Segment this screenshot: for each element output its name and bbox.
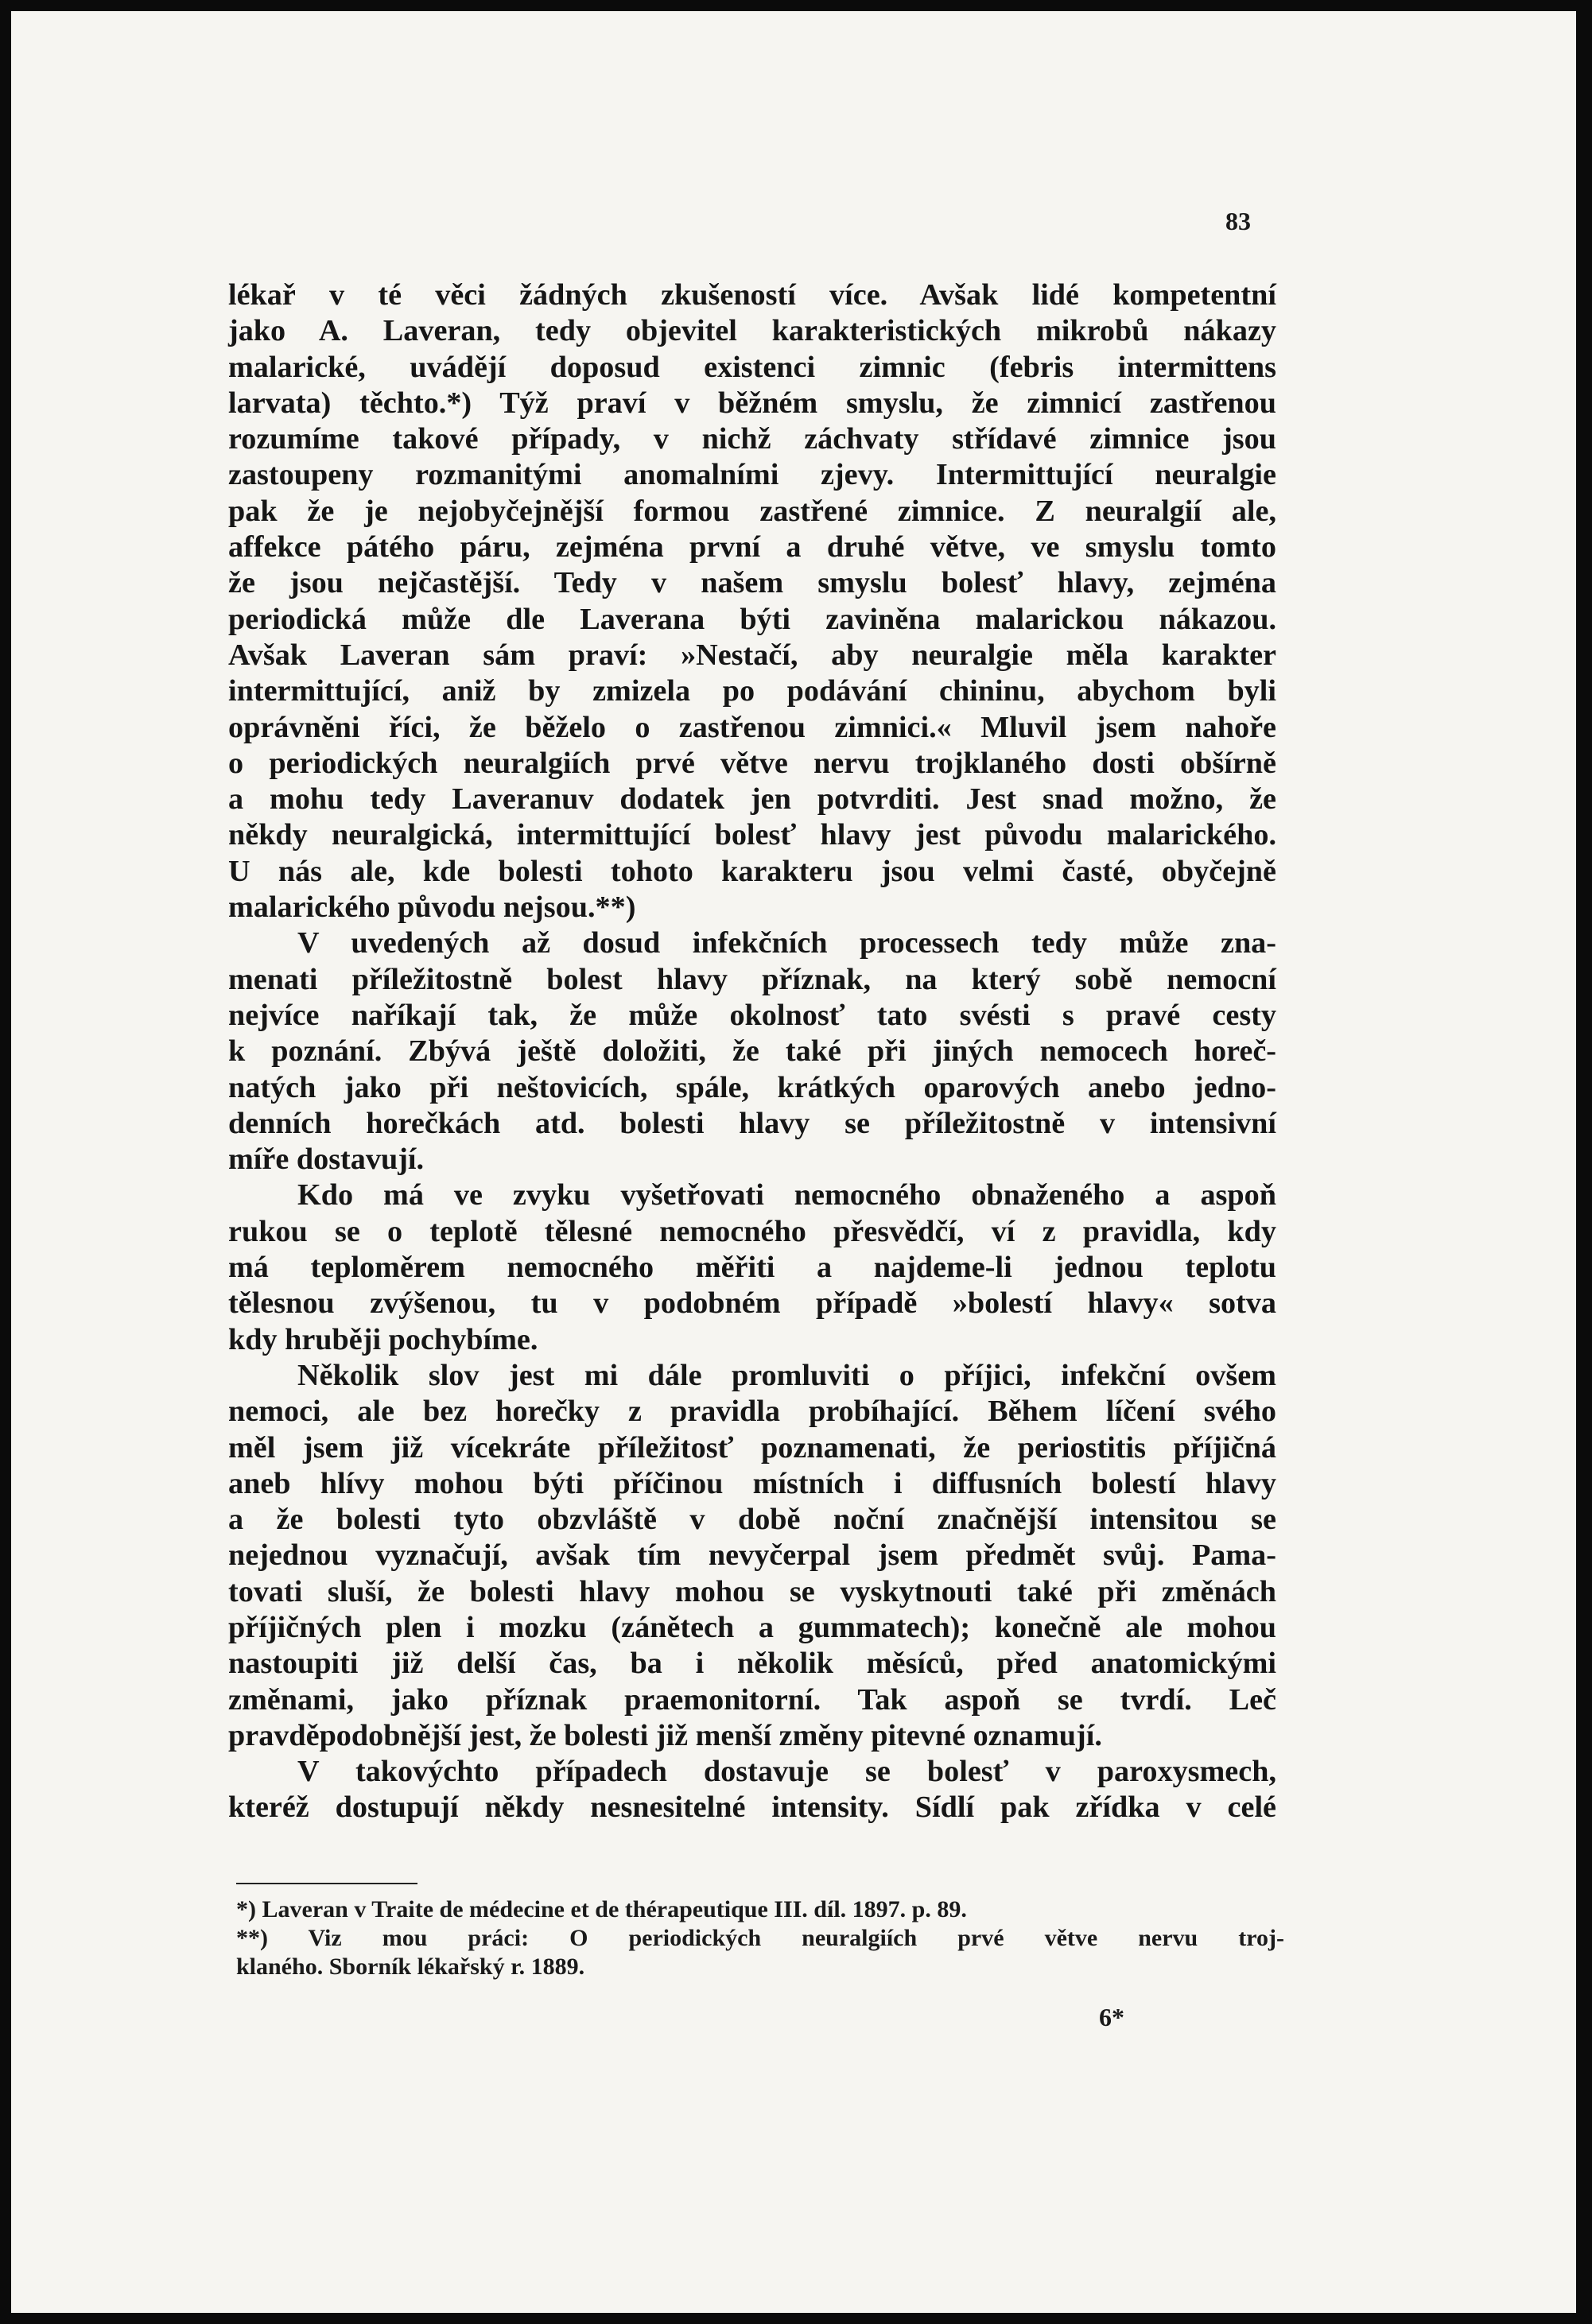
text-line: míře dostavují. [228,1143,425,1177]
text-line: někdy neuralgická, intermittující bolesť hlavy jest původu malarického. [228,818,1276,852]
text-line: pak že je nejobyčejnější formou zastřené zimnice. Z neuralgií ale, [228,494,1276,528]
footnotes [236,1895,1284,1981]
footnote: klaného. Sborník lékařský r. 1889. [236,1953,585,1980]
text-line: larvata) těchto.*) Týž praví v běžném smyslu, že zimnicí zastřenou [228,386,1276,420]
text-line: jako A. Laveran, tedy objevitel karakteristických mikrobů nákazy [228,314,1276,348]
text-line: denních horečkách atd. bolesti hlavy se příležitostně v intensivní [228,1106,1276,1140]
text-line: rozumíme takové případy, v nichž záchvaty střídavé zimnice jsou [228,422,1276,456]
text-line: kdy hruběji pochybíme. [228,1322,538,1356]
page-number: 83 [1225,207,1251,235]
text-line: menati příležitostně bolest hlavy příznak, na který sobě nemocní [228,962,1276,996]
text-line: změnami, jako příznak praemonitorní. Tak aspoň se tvrdí. Leč [228,1682,1276,1717]
text-line: intermittující, aniž by zmizela po podávání chininu, abychom byli [228,674,1276,708]
text-line: a mohu tedy Laveranuv dodatek jen potvrditi. Jest snad možno, že [228,782,1276,817]
text-line: Kdo má ve zvyku vyšetřovati nemocného obnaženého a aspoň [297,1178,1276,1212]
text-line: V uvedených až dosud infekčních processech tedy může zna- [297,926,1276,960]
text-line: V takovýchto případech dostavuje se bolesť v paroxysmech, [297,1755,1276,1789]
text-line: affekce pátého páru, zejména první a druhé větve, ve smyslu tomto [228,530,1276,565]
text-line: natých jako při neštovicích, spále, krátkých oparových anebo jedno- [228,1070,1276,1104]
text-line: U nás ale, kde bolesti tohoto karakteru jsou velmi časté, obyčejně [228,854,1276,888]
text-line: příjičných plen i mozku (zánětech a gummatech); konečně ale mohou [228,1610,1276,1644]
text-line: malarického původu nejsou.**) [228,890,636,925]
book-page [11,11,1576,2313]
text-line: lékař v té věci žádných zkušeností více. Avšak lidé kompetentní [228,278,1276,312]
text-line: že jsou nejčastější. Tedy v našem smyslu bolesť hlavy, zejména [228,566,1276,600]
footnote: *) Laveran v Traite de médecine et de thérapeutique III. díl. 1897. p. 89. [236,1896,967,1922]
text-line: zastoupeny rozmanitými anomalními zjevy. Intermittující neuralgie [228,458,1276,492]
text-line: tovati sluší, že bolesti hlavy mohou se vyskytnouti také při změnách [228,1574,1276,1608]
text-line: kteréž dostupují někdy nesnesitelné intensity. Sídlí pak zřídka v celé [228,1791,1276,1825]
text-line: pravděpodobnější jest, že bolesti již menší změny pitevné oznamují. [228,1718,1102,1752]
text-line: má teploměrem nemocného měřiti a najdeme-li jednou teplotu [228,1251,1276,1285]
text-line: o periodických neuralgiích prvé větve nervu trojklaného dosti obšírně [228,746,1276,780]
text-line: a že bolesti tyto obzvláště v době noční značnější intensitou se [228,1503,1276,1537]
text-line: Několik slov jest mi dále promluviti o příjici, infekční ovšem [297,1358,1276,1392]
text-line: nemoci, ale bez horečky z pravidla probíhající. Během líčení svého [228,1395,1276,1429]
footnote: **) Viz mou práci: O periodických neuralgiích prvé větve nervu troj- [236,1925,1284,1951]
text-line: aneb hlívy mohou býti příčinou místních i diffusních bolestí hlavy [228,1466,1276,1500]
text-line: nastoupiti již delší čas, ba i několik měsíců, před anatomickými [228,1647,1276,1681]
text-line: nejvíce naříkají tak, že může okolnosť tato svésti s pravé cesty [228,998,1276,1032]
text-line: malarické, uvádějí doposud existenci zimnic (febris intermittens [228,350,1276,384]
text-line: k poznání. Zbývá ještě doložiti, že také při jiných nemocech horeč- [228,1034,1276,1069]
signature-mark: 6* [1099,2003,1124,2031]
body-text [228,277,1276,1826]
text-line: periodická může dle Laverana býti zaviněna malarickou nákazou. [228,602,1276,636]
footnote-divider [236,1883,417,1884]
text-line: oprávněni říci, že běželo o zastřenou zimnici.« Mluvil jsem nahoře [228,710,1276,744]
text-line: nejednou vyznačují, avšak tím nevyčerpal jsem předmět svůj. Pama- [228,1538,1276,1573]
text-line: tělesnou zvýšenou, tu v podobném případě »bolestí hlavy« sotva [228,1286,1276,1321]
text-line: měl jsem již vícekráte příležitosť poznamenati, že periostitis příjičná [228,1430,1276,1465]
text-line: rukou se o teplotě tělesné nemocného přesvědčí, ví z pravidla, kdy [228,1214,1276,1248]
text-line: Avšak Laveran sám praví: »Nestačí, aby neuralgie měla karakter [228,638,1276,672]
